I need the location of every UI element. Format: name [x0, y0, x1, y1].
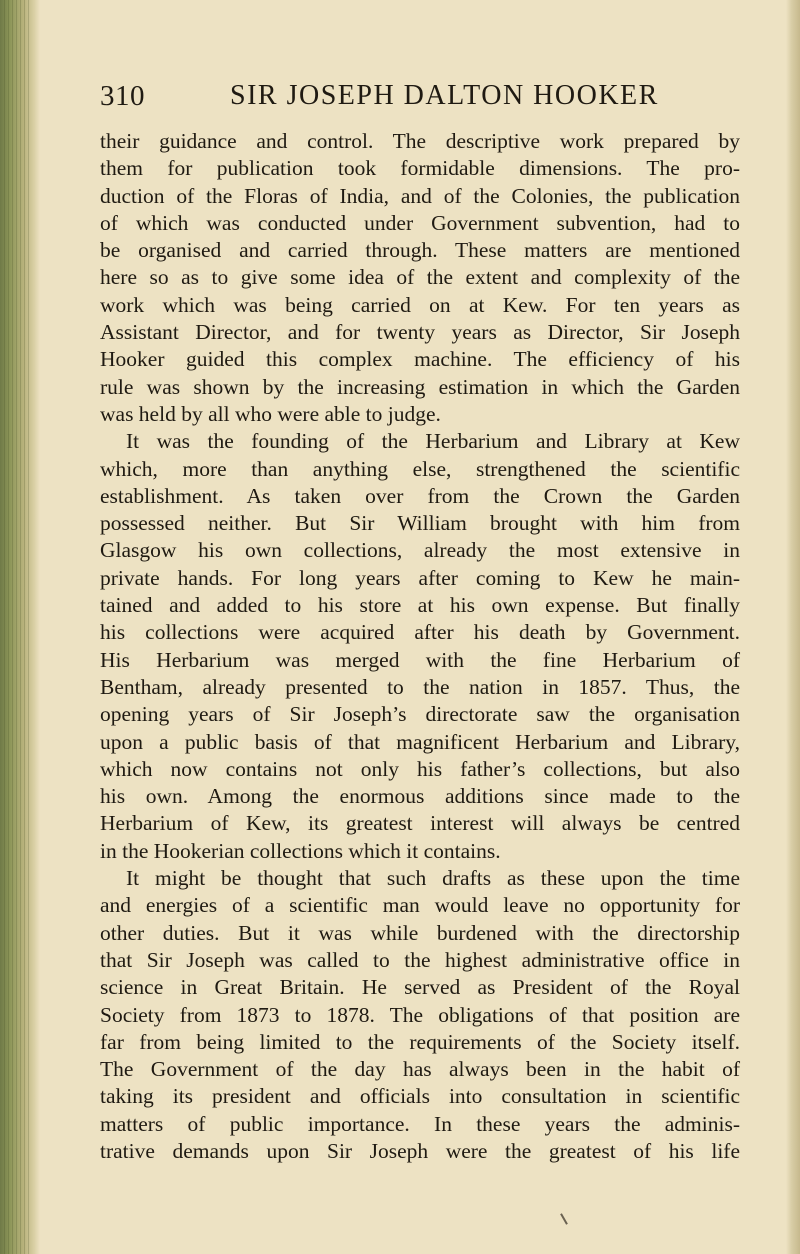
text-line: establishment. As taken over from the Crown the Garden	[100, 483, 740, 508]
text-line: his own. Among the enormous additions since made to the	[100, 784, 740, 809]
text-line: was held by all who were able to judge.	[100, 401, 441, 426]
text-line: opening years of Sir Joseph’s directorate saw the organisation	[100, 702, 740, 727]
text-line: which now contains not only his father’s collections, but also	[100, 756, 740, 781]
running-head	[100, 80, 740, 120]
text-line: Bentham, already presented to the nation in 1857. Thus, the	[100, 674, 740, 699]
text-line: private hands. For long years after coming to Kew he main-	[100, 565, 740, 590]
body-text	[100, 128, 740, 1165]
text-line: be organised and carried through. These matters are mentioned	[100, 238, 740, 263]
page-number: 310	[100, 80, 145, 112]
stray-mark	[560, 1213, 568, 1224]
text-line: far from being limited to the requirements of the Society itself.	[100, 1029, 740, 1054]
text-line: Hooker guided this complex machine. The efficiency of his	[100, 347, 740, 372]
text-line: Society from 1873 to 1878. The obligations of that position are	[100, 1002, 740, 1027]
text-line: Herbarium of Kew, its greatest interest will always be centred	[100, 811, 740, 836]
text-line: work which was being carried on at Kew. For ten years as	[100, 292, 740, 317]
text-line: and energies of a scientific man would leave no opportunity for	[100, 893, 740, 918]
text-line: here so as to give some idea of the extent and complexity of the	[100, 265, 740, 290]
text-line: in the Hookerian collections which it contains.	[100, 838, 501, 863]
text-line: It might be thought that such drafts as these upon the time	[126, 866, 740, 891]
text-line: them for publication took formidable dimensions. The pro-	[100, 156, 740, 181]
book-page	[100, 80, 740, 1165]
text-line: that Sir Joseph was called to the highest administrative office in	[100, 947, 740, 972]
text-line: His Herbarium was merged with the fine Herbarium of	[100, 647, 740, 672]
text-line: possessed neither. But Sir William brought with him from	[100, 511, 740, 536]
text-line: his collections were acquired after his death by Government.	[100, 620, 740, 645]
text-line: Assistant Director, and for twenty years as Director, Sir Joseph	[100, 320, 740, 345]
text-line: upon a public basis of that magnificent Herbarium and Library,	[100, 729, 740, 754]
text-line: matters of public importance. In these years the adminis-	[100, 1111, 740, 1136]
text-line: The Government of the day has always been in the habit of	[100, 1057, 740, 1082]
text-line: science in Great Britain. He served as President of the Royal	[100, 975, 740, 1000]
text-line: It was the founding of the Herbarium and Library at Kew	[126, 429, 740, 454]
text-line: rule was shown by the increasing estimation in which the Garden	[100, 374, 740, 399]
page-edge	[786, 0, 800, 1254]
running-head-title: SIR JOSEPH DALTON HOOKER	[230, 80, 659, 111]
text-line: other duties. But it was while burdened with the directorship	[100, 920, 740, 945]
text-line: which, more than anything else, strengthened the scientific	[100, 456, 740, 481]
text-line: trative demands upon Sir Joseph were the greatest of his life	[100, 1138, 740, 1163]
text-line: duction of the Floras of India, and of the Colonies, the publication	[100, 183, 740, 208]
text-line: tained and added to his store at his own expense. But finally	[100, 593, 740, 618]
binding-texture	[4, 0, 30, 1254]
text-line: of which was conducted under Government subvention, had to	[100, 210, 740, 235]
text-line: taking its president and officials into consultation in scientific	[100, 1084, 740, 1109]
text-line: Glasgow his own collections, already the most extensive in	[100, 538, 740, 563]
text-line: their guidance and control. The descriptive work prepared by	[100, 129, 740, 153]
